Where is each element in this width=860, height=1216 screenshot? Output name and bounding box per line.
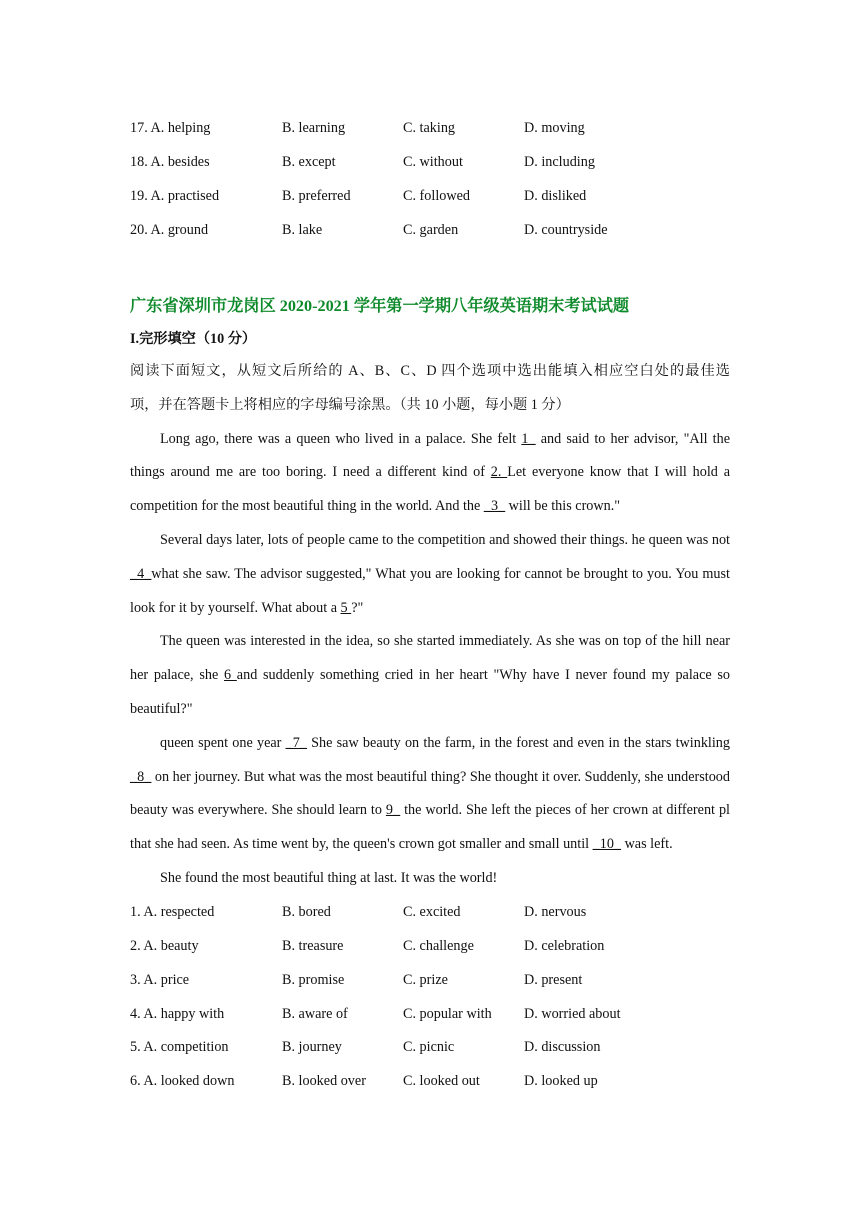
option-a: 4. A. happy with: [130, 1005, 225, 1022]
document-page: [130, 112, 730, 1099]
option-a: 18. A. besides: [130, 154, 210, 171]
option-b: B. aware of: [282, 1005, 348, 1022]
option-row: [130, 1065, 730, 1099]
blank-1: 1_: [521, 430, 536, 447]
option-c: C. garden: [403, 221, 459, 238]
option-b: B. preferred: [282, 187, 351, 204]
option-b: B. looked over: [282, 1073, 366, 1090]
option-c: C. picnic: [403, 1039, 455, 1056]
blank-7: _7_: [285, 734, 307, 751]
option-d: D. present: [524, 971, 583, 988]
option-d: D. countryside: [524, 221, 608, 238]
option-b: B. promise: [282, 971, 345, 988]
option-a: 6. A. looked down: [130, 1073, 235, 1090]
option-c: C. challenge: [403, 937, 474, 954]
option-a: 20. A. ground: [130, 221, 209, 238]
option-d: D. including: [524, 154, 595, 171]
option-b: B. except: [282, 154, 336, 171]
option-d: D. discussion: [524, 1039, 601, 1056]
option-d: D. moving: [524, 120, 585, 137]
option-row: [130, 112, 730, 146]
blank-5: 5: [340, 599, 352, 616]
blank-8: _8_: [130, 768, 152, 785]
blank-9: 9_: [385, 802, 401, 819]
option-c: C. prize: [403, 971, 448, 988]
option-row: [130, 213, 730, 247]
instructions: 阅读下面短文，从短文后所给的 A、B、C、D 四个选项中选出能填入相应空白处的最佳选 项，并在答题卡上将相应的字母编号涂黑。（共 10 小题，每小题 1 分）: [130, 362, 730, 413]
option-c: C. taking: [403, 120, 456, 137]
option-row: [130, 896, 730, 930]
exam-title: 广东省深圳市龙岗区 2020-2021 学年第一学期八年级英语期末考试试题: [130, 297, 630, 316]
blank-6: 6: [223, 667, 237, 684]
options-block: [130, 896, 730, 1099]
option-a: 1. A. respected: [130, 904, 215, 921]
option-b: B. learning: [282, 120, 346, 137]
option-c: C. popular with: [403, 1005, 492, 1022]
option-a: 19. A. practised: [130, 187, 220, 204]
option-b: B. treasure: [282, 937, 344, 954]
option-c: C. followed: [403, 187, 470, 204]
option-c: C. looked out: [403, 1073, 480, 1090]
option-b: B. journey: [282, 1039, 342, 1056]
option-row: [130, 1031, 730, 1065]
passage-paragraph-2: Several days later, lots of people came to the competition and showed their things. he queen was not _4_what she saw. The advisor suggested," What you are looking for cannot be brought to you. You must look for it by yourself. What about a 5 ?": [130, 531, 730, 616]
blank-3: _3_: [483, 498, 506, 515]
option-d: D. disliked: [524, 187, 587, 204]
option-c: C. excited: [403, 904, 461, 921]
previous-options-block: [130, 112, 730, 247]
passage-paragraph-5: She found the most beautiful thing at last. It was the world!: [160, 869, 498, 886]
passage-paragraph-3: The queen was interested in the idea, so she started immediately. As she was on top of the hill near her palace, she 6 and suddenly something cried in her heart "Why have I never found my palace so beautiful?": [130, 633, 731, 717]
option-d: D. celebration: [524, 937, 605, 954]
option-a: 3. A. price: [130, 971, 190, 988]
option-row: [130, 930, 730, 964]
option-d: D. nervous: [524, 904, 587, 921]
option-row: [130, 963, 730, 997]
option-d: D. worried about: [524, 1005, 621, 1022]
passage-paragraph-1: Long ago, there was a queen who lived in a palace. She felt 1_ and said to her advisor, "All the things around me are too boring. I need a different kind of 2. Let everyone know that I will hold a competition for the most beautiful thing in the world. And the _3_ will be this crown.": [130, 430, 730, 515]
option-a: 17. A. helping: [130, 120, 211, 137]
option-b: B. lake: [282, 221, 323, 238]
passage-paragraph-4: queen spent one year _7_ She saw beauty on the farm, in the forest and even in the stars twinkling _8_ on her journey. But what was the most beautiful thing? She thought it over. Suddenly, she understood beauty was everywhere. She should learn to 9_ the world. She left the pieces of her crown at different pl that she had seen. As time went by, the queen's crown got smaller and small until _10_ was left.: [130, 734, 730, 853]
blank-2: 2.: [490, 464, 508, 481]
blank-4: _4_: [130, 565, 152, 582]
option-row: [130, 180, 730, 214]
blank-10: _10_: [592, 836, 622, 853]
option-row: [130, 146, 730, 180]
option-c: C. without: [403, 154, 463, 171]
option-a: 2. A. beauty: [130, 937, 199, 954]
option-b: B. bored: [282, 904, 331, 921]
section-heading: I.完形填空（10 分）: [130, 331, 257, 348]
option-row: [130, 997, 730, 1031]
option-a: 5. A. competition: [130, 1039, 229, 1056]
option-d: D. looked up: [524, 1073, 598, 1090]
